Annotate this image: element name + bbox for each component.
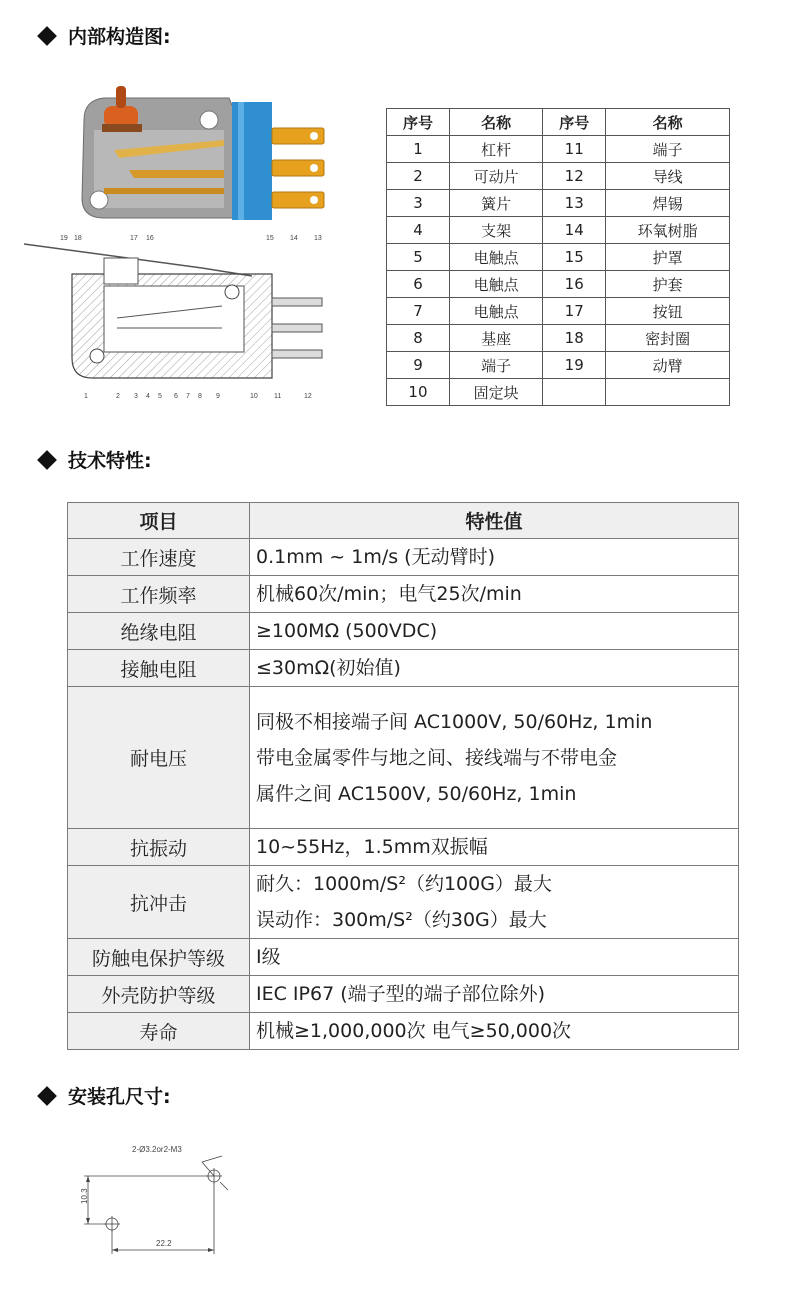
part-number-cell: 12 [543, 163, 606, 190]
parts-header-no: 序号 [543, 109, 606, 136]
spec-label-cell: 抗冲击 [68, 866, 250, 939]
part-number-cell: 6 [387, 271, 450, 298]
spec-value-line: 耐久：1000m/S²（约100G）最大 [256, 873, 552, 895]
part-number-cell: 3 [387, 190, 450, 217]
drawing-label-14: 14 [290, 235, 298, 242]
part-number-cell: 11 [543, 136, 606, 163]
parts-table-row [387, 271, 730, 298]
spec-table-header-row [68, 503, 739, 539]
part-name-cell: 端子 [449, 352, 542, 379]
parts-table-row [387, 190, 730, 217]
drawing-label-10: 10 [250, 393, 258, 400]
switch-section-drawing [22, 228, 334, 402]
part-number-cell: 13 [543, 190, 606, 217]
spec-table-row [68, 650, 739, 687]
part-name-cell: 密封圈 [606, 325, 730, 352]
part-number-cell: 5 [387, 244, 450, 271]
spec-table-row [68, 613, 739, 650]
section-title-structure-text: 内部构造图: [68, 26, 171, 48]
spec-table-row [68, 866, 739, 939]
section-title-specs [38, 446, 152, 473]
part-name-cell: 按钮 [606, 298, 730, 325]
spec-value-cell [250, 829, 739, 866]
spec-value-cell [250, 939, 739, 976]
drawing-label-17: 17 [130, 235, 138, 242]
parts-table-row [387, 298, 730, 325]
part-name-cell: 簧片 [449, 190, 542, 217]
spec-value-line: 误动作：300m/S²（约30G）最大 [256, 909, 547, 931]
spec-table-row [68, 1013, 739, 1050]
parts-header-name: 名称 [606, 109, 730, 136]
part-name-cell: 电触点 [449, 271, 542, 298]
part-number-cell: 4 [387, 217, 450, 244]
part-name-cell: 端子 [606, 136, 730, 163]
parts-table-row [387, 352, 730, 379]
parts-table-row [387, 244, 730, 271]
spec-label-cell: 绝缘电阻 [68, 613, 250, 650]
spec-label-cell: 抗振动 [68, 829, 250, 866]
spec-value-line: 机械≥1,000,000次 电气≥50,000次 [256, 1020, 572, 1042]
spec-value-line: 0.1mm ~ 1m/s (无动臂时) [256, 546, 495, 568]
part-number-cell: 10 [387, 379, 450, 406]
spec-value-cell [250, 866, 739, 939]
spec-label-cell: 接触电阻 [68, 650, 250, 687]
diamond-bullet-icon [37, 26, 57, 46]
part-name-cell [606, 379, 730, 406]
dim-horizontal: 22.2 [156, 1239, 172, 1248]
spec-value-line: I级 [256, 946, 281, 968]
part-number-cell: 18 [543, 325, 606, 352]
drawing-label-8: 8 [198, 393, 202, 400]
section-title-structure [38, 22, 171, 49]
drawing-label-15: 15 [266, 235, 274, 242]
spec-label-cell: 耐电压 [68, 687, 250, 829]
spec-value-cell [250, 650, 739, 687]
part-number-cell: 17 [543, 298, 606, 325]
spec-value-line: ≥100MΩ (500VDC) [256, 620, 438, 642]
drawing-label-6: 6 [174, 393, 178, 400]
drawing-label-2: 2 [116, 393, 120, 400]
spec-table-row [68, 939, 739, 976]
part-number-cell: 7 [387, 298, 450, 325]
section-title-specs-text: 技术特性: [68, 450, 152, 472]
drawing-label-7: 7 [186, 393, 190, 400]
part-name-cell: 护罩 [606, 244, 730, 271]
spec-table-row [68, 539, 739, 576]
parts-table-row [387, 325, 730, 352]
drawing-label-5: 5 [158, 393, 162, 400]
part-number-cell: 9 [387, 352, 450, 379]
parts-header-no: 序号 [387, 109, 450, 136]
spec-label-cell: 寿命 [68, 1013, 250, 1050]
spec-value-cell [250, 1013, 739, 1050]
spec-value-line: IEC IP67 (端子型的端子部位除外) [256, 983, 546, 1005]
part-name-cell: 环氧树脂 [606, 217, 730, 244]
spec-header-value: 特性值 [250, 503, 739, 539]
spec-label-cell: 工作速度 [68, 539, 250, 576]
diamond-bullet-icon [37, 450, 57, 470]
drawing-label-13: 13 [314, 235, 322, 242]
part-name-cell: 电触点 [449, 298, 542, 325]
section-title-mounting-text: 安装孔尺寸: [68, 1086, 171, 1108]
parts-table-row [387, 136, 730, 163]
drawing-label-11: 11 [274, 393, 282, 400]
parts-table-row [387, 217, 730, 244]
parts-header-name: 名称 [449, 109, 542, 136]
part-name-cell: 支架 [449, 217, 542, 244]
drawing-label-16: 16 [146, 235, 154, 242]
dim-vertical: 10.3 [80, 1188, 89, 1204]
parts-table [386, 108, 730, 406]
hole-note: 2-Ø3.2or2-M3 [132, 1145, 182, 1154]
spec-label-cell: 外壳防护等级 [68, 976, 250, 1013]
part-name-cell: 基座 [449, 325, 542, 352]
part-name-cell: 固定块 [449, 379, 542, 406]
part-name-cell: 电触点 [449, 244, 542, 271]
spec-value-line: 属件之间 AC1500V, 50/60Hz, 1min [256, 782, 577, 805]
part-number-cell: 19 [543, 352, 606, 379]
part-number-cell: 8 [387, 325, 450, 352]
spec-value-cell [250, 613, 739, 650]
spec-table-row [68, 576, 739, 613]
part-name-cell: 可动片 [449, 163, 542, 190]
parts-table-row [387, 379, 730, 406]
switch-cutaway-image [74, 80, 336, 228]
part-number-cell: 15 [543, 244, 606, 271]
spec-label-cell: 工作频率 [68, 576, 250, 613]
spec-value-line: 带电金属零件与地之间、接线端与不带电金 [256, 746, 618, 769]
spec-value-line: 机械60次/min；电气25次/min [256, 583, 522, 605]
parts-table-header-row [387, 109, 730, 136]
spec-value-cell [250, 687, 739, 829]
part-number-cell: 1 [387, 136, 450, 163]
parts-table-row [387, 163, 730, 190]
spec-table-row [68, 976, 739, 1013]
drawing-label-12: 12 [304, 393, 312, 400]
part-name-cell: 护套 [606, 271, 730, 298]
spec-value-cell [250, 576, 739, 613]
part-number-cell [543, 379, 606, 406]
drawing-label-4: 4 [146, 393, 150, 400]
section-title-mounting [38, 1082, 171, 1109]
spec-value-cell [250, 976, 739, 1013]
spec-header-item: 项目 [68, 503, 250, 539]
drawing-label-1: 1 [84, 393, 88, 400]
part-name-cell: 导线 [606, 163, 730, 190]
part-name-cell: 动臂 [606, 352, 730, 379]
spec-table [67, 502, 739, 1050]
drawing-label-9: 9 [216, 393, 220, 400]
spec-value-line: 同极不相接端子间 AC1000V, 50/60Hz, 1min [256, 710, 653, 733]
part-number-cell: 16 [543, 271, 606, 298]
part-name-cell: 杠杆 [449, 136, 542, 163]
drawing-label-3: 3 [134, 393, 138, 400]
spec-label-cell: 防触电保护等级 [68, 939, 250, 976]
spec-table-row [68, 829, 739, 866]
diamond-bullet-icon [37, 1086, 57, 1106]
spec-value-line: 10~55Hz，1.5mm双振幅 [256, 836, 488, 858]
spec-value-line: ≤30mΩ(初始值) [256, 657, 401, 679]
spec-value-cell [250, 539, 739, 576]
spec-table-row [68, 687, 739, 829]
part-number-cell: 2 [387, 163, 450, 190]
drawing-label-19: 19 [60, 235, 68, 242]
mounting-hole-drawing [70, 1138, 240, 1260]
part-name-cell: 焊锡 [606, 190, 730, 217]
drawing-label-18: 18 [74, 235, 82, 242]
part-number-cell: 14 [543, 217, 606, 244]
